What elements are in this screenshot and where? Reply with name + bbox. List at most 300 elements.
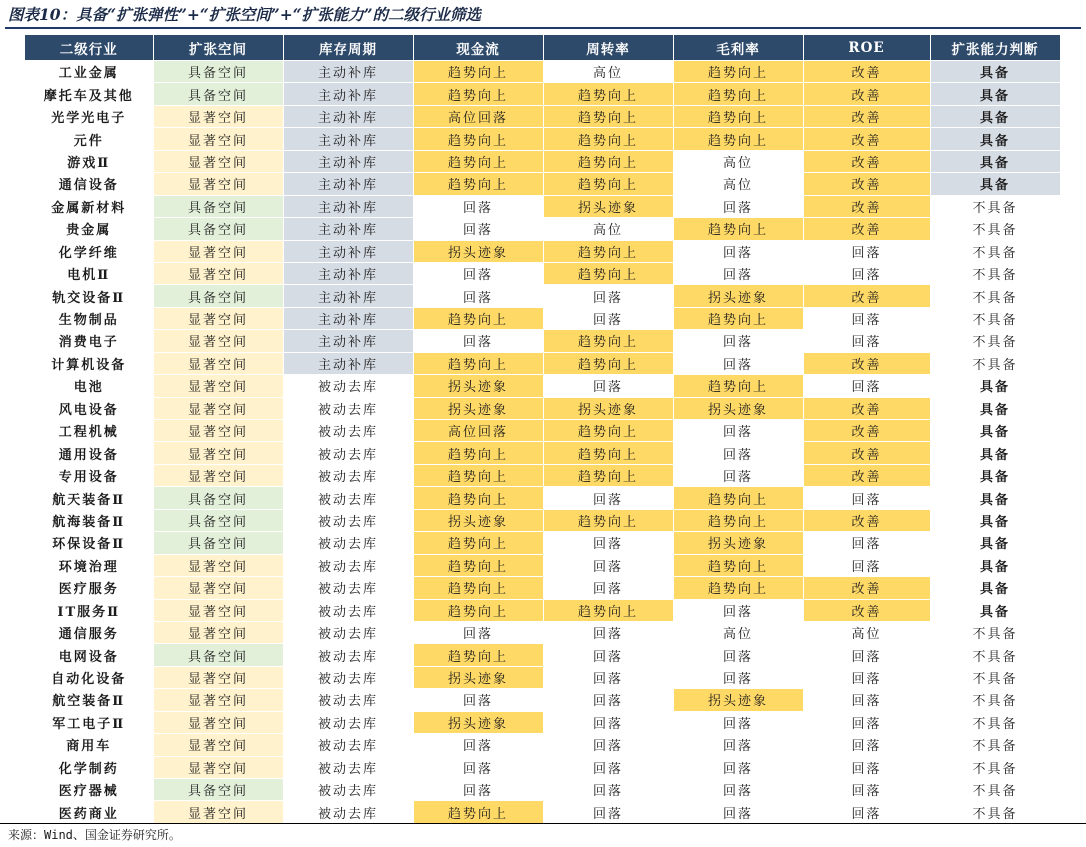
roe-cell: 改善: [803, 83, 930, 105]
roe-cell: 高位: [803, 621, 930, 643]
expansion-judgement-cell: 不具备: [930, 218, 1060, 240]
cash-flow-cell: 回落: [413, 330, 543, 352]
industry-screening-table: [25, 35, 1061, 824]
roe-cell: 回落: [803, 801, 930, 823]
expansion-space-cell: 显著空间: [153, 128, 283, 150]
table-row: [25, 83, 1060, 105]
turnover-cell: 回落: [543, 307, 673, 329]
expansion-space-cell: 显著空间: [153, 442, 283, 464]
turnover-cell: 回落: [543, 801, 673, 823]
expansion-judgement-cell: 具备: [930, 532, 1060, 554]
inventory-cycle-cell: 主动补库: [283, 352, 413, 374]
gross-margin-cell: 回落: [673, 262, 803, 284]
table-row: [25, 375, 1060, 397]
inventory-cycle-cell: 主动补库: [283, 150, 413, 172]
expansion-judgement-cell: 不具备: [930, 801, 1060, 823]
gross-margin-cell: 回落: [673, 599, 803, 621]
turnover-cell: 回落: [543, 554, 673, 576]
expansion-judgement-cell: 具备: [930, 128, 1060, 150]
table-row: [25, 105, 1060, 127]
gross-margin-cell: 高位: [673, 621, 803, 643]
title-divider: [5, 27, 1081, 29]
expansion-space-cell: 显著空间: [153, 599, 283, 621]
header-expansion-space: 扩张空间: [153, 35, 283, 61]
expansion-space-cell: 具备空间: [153, 195, 283, 217]
expansion-judgement-cell: 不具备: [930, 689, 1060, 711]
expansion-judgement-cell: 具备: [930, 420, 1060, 442]
table-row: [25, 218, 1060, 240]
table-row: [25, 61, 1060, 83]
expansion-judgement-cell: 不具备: [930, 195, 1060, 217]
roe-cell: 回落: [803, 375, 930, 397]
industry-cell: 医药商业: [25, 801, 153, 823]
expansion-judgement-cell: 不具备: [930, 330, 1060, 352]
cash-flow-cell: 回落: [413, 195, 543, 217]
gross-margin-cell: 趋势向上: [673, 105, 803, 127]
gross-margin-cell: 回落: [673, 330, 803, 352]
roe-cell: 回落: [803, 307, 930, 329]
header-expansion-judgement: 扩张能力判断: [930, 35, 1060, 61]
gross-margin-cell: 趋势向上: [673, 375, 803, 397]
expansion-judgement-cell: 具备: [930, 464, 1060, 486]
table-row: [25, 397, 1060, 419]
turnover-cell: 回落: [543, 644, 673, 666]
gross-margin-cell: 趋势向上: [673, 218, 803, 240]
roe-cell: 回落: [803, 240, 930, 262]
turnover-cell: 趋势向上: [543, 128, 673, 150]
turnover-cell: 回落: [543, 285, 673, 307]
industry-cell: 航天装备Ⅱ: [25, 487, 153, 509]
industry-cell: 贵金属: [25, 218, 153, 240]
gross-margin-cell: 高位: [673, 150, 803, 172]
source-note: 来源：Wind、国金证券研究所。: [8, 828, 181, 842]
expansion-space-cell: 显著空间: [153, 375, 283, 397]
expansion-judgement-cell: 具备: [930, 173, 1060, 195]
expansion-space-cell: 具备空间: [153, 532, 283, 554]
expansion-space-cell: 具备空间: [153, 218, 283, 240]
turnover-cell: 趋势向上: [543, 105, 673, 127]
roe-cell: 回落: [803, 756, 930, 778]
expansion-space-cell: 显著空间: [153, 150, 283, 172]
expansion-space-cell: 显著空间: [153, 105, 283, 127]
cash-flow-cell: 趋势向上: [413, 644, 543, 666]
expansion-space-cell: 显著空间: [153, 689, 283, 711]
turnover-cell: 回落: [543, 734, 673, 756]
inventory-cycle-cell: 被动去库: [283, 554, 413, 576]
expansion-judgement-cell: 不具备: [930, 262, 1060, 284]
table-row: [25, 599, 1060, 621]
table-row: [25, 285, 1060, 307]
inventory-cycle-cell: 被动去库: [283, 711, 413, 733]
industry-cell: 化学纤维: [25, 240, 153, 262]
turnover-cell: 拐头迹象: [543, 195, 673, 217]
gross-margin-cell: 回落: [673, 666, 803, 688]
industry-cell: 航空装备Ⅱ: [25, 689, 153, 711]
roe-cell: 改善: [803, 442, 930, 464]
roe-cell: 改善: [803, 577, 930, 599]
table-row: [25, 442, 1060, 464]
inventory-cycle-cell: 被动去库: [283, 666, 413, 688]
industry-cell: IT服务Ⅱ: [25, 599, 153, 621]
expansion-space-cell: 具备空间: [153, 779, 283, 801]
roe-cell: 回落: [803, 262, 930, 284]
cash-flow-cell: 趋势向上: [413, 307, 543, 329]
cash-flow-cell: 拐头迹象: [413, 375, 543, 397]
expansion-space-cell: 显著空间: [153, 666, 283, 688]
roe-cell: 回落: [803, 330, 930, 352]
table-row: [25, 262, 1060, 284]
cash-flow-cell: 趋势向上: [413, 61, 543, 83]
inventory-cycle-cell: 被动去库: [283, 509, 413, 531]
cash-flow-cell: 趋势向上: [413, 150, 543, 172]
cash-flow-cell: 回落: [413, 756, 543, 778]
roe-cell: 改善: [803, 509, 930, 531]
expansion-judgement-cell: 具备: [930, 83, 1060, 105]
inventory-cycle-cell: 被动去库: [283, 734, 413, 756]
cash-flow-cell: 回落: [413, 621, 543, 643]
turnover-cell: 趋势向上: [543, 262, 673, 284]
table-row: [25, 173, 1060, 195]
gross-margin-cell: 回落: [673, 644, 803, 666]
turnover-cell: 拐头迹象: [543, 397, 673, 419]
cash-flow-cell: 趋势向上: [413, 532, 543, 554]
roe-cell: 改善: [803, 195, 930, 217]
cash-flow-cell: 回落: [413, 779, 543, 801]
expansion-space-cell: 显著空间: [153, 464, 283, 486]
industry-cell: 消费电子: [25, 330, 153, 352]
inventory-cycle-cell: 被动去库: [283, 532, 413, 554]
industry-cell: 航海装备Ⅱ: [25, 509, 153, 531]
expansion-space-cell: 具备空间: [153, 285, 283, 307]
table-row: [25, 420, 1060, 442]
turnover-cell: 趋势向上: [543, 330, 673, 352]
turnover-cell: 回落: [543, 689, 673, 711]
industry-cell: 医疗器械: [25, 779, 153, 801]
expansion-judgement-cell: 不具备: [930, 734, 1060, 756]
roe-cell: 回落: [803, 554, 930, 576]
turnover-cell: 高位: [543, 61, 673, 83]
inventory-cycle-cell: 主动补库: [283, 262, 413, 284]
inventory-cycle-cell: 被动去库: [283, 644, 413, 666]
table-row: [25, 240, 1060, 262]
turnover-cell: 回落: [543, 532, 673, 554]
expansion-judgement-cell: 不具备: [930, 240, 1060, 262]
inventory-cycle-cell: 被动去库: [283, 442, 413, 464]
table-row: [25, 128, 1060, 150]
header-turnover: 周转率: [543, 35, 673, 61]
figure-title: 图表10：具备“扩张弹性”+“扩张空间”+“扩张能力”的二级行业筛选: [8, 5, 482, 24]
roe-cell: 回落: [803, 711, 930, 733]
gross-margin-cell: 趋势向上: [673, 61, 803, 83]
roe-cell: 改善: [803, 420, 930, 442]
inventory-cycle-cell: 被动去库: [283, 375, 413, 397]
turnover-cell: 回落: [543, 711, 673, 733]
expansion-space-cell: 显著空间: [153, 307, 283, 329]
industry-cell: 专用设备: [25, 464, 153, 486]
inventory-cycle-cell: 主动补库: [283, 61, 413, 83]
roe-cell: 改善: [803, 464, 930, 486]
roe-cell: 改善: [803, 128, 930, 150]
industry-cell: 通信设备: [25, 173, 153, 195]
industry-cell: 光学光电子: [25, 105, 153, 127]
turnover-cell: 趋势向上: [543, 352, 673, 374]
expansion-judgement-cell: 不具备: [930, 711, 1060, 733]
turnover-cell: 回落: [543, 621, 673, 643]
expansion-judgement-cell: 具备: [930, 554, 1060, 576]
expansion-judgement-cell: 不具备: [930, 644, 1060, 666]
cash-flow-cell: 拐头迹象: [413, 240, 543, 262]
cash-flow-cell: 拐头迹象: [413, 711, 543, 733]
expansion-judgement-cell: 具备: [930, 150, 1060, 172]
expansion-judgement-cell: 具备: [930, 375, 1060, 397]
expansion-judgement-cell: 不具备: [930, 756, 1060, 778]
roe-cell: 改善: [803, 352, 930, 374]
gross-margin-cell: 趋势向上: [673, 554, 803, 576]
cash-flow-cell: 趋势向上: [413, 464, 543, 486]
roe-cell: 改善: [803, 397, 930, 419]
roe-cell: 回落: [803, 644, 930, 666]
header-roe: ROE: [803, 35, 930, 61]
cash-flow-cell: 回落: [413, 218, 543, 240]
expansion-space-cell: 显著空间: [153, 554, 283, 576]
expansion-judgement-cell: 具备: [930, 577, 1060, 599]
expansion-space-cell: 显著空间: [153, 262, 283, 284]
roe-cell: 改善: [803, 599, 930, 621]
industry-cell: 游戏Ⅱ: [25, 150, 153, 172]
cash-flow-cell: 趋势向上: [413, 801, 543, 823]
table-row: [25, 689, 1060, 711]
table-row: [25, 621, 1060, 643]
cash-flow-cell: 趋势向上: [413, 173, 543, 195]
expansion-judgement-cell: 具备: [930, 509, 1060, 531]
inventory-cycle-cell: 主动补库: [283, 285, 413, 307]
expansion-space-cell: 显著空间: [153, 756, 283, 778]
expansion-space-cell: 显著空间: [153, 711, 283, 733]
industry-cell: 风电设备: [25, 397, 153, 419]
industry-cell: 计算机设备: [25, 352, 153, 374]
inventory-cycle-cell: 主动补库: [283, 105, 413, 127]
expansion-space-cell: 显著空间: [153, 734, 283, 756]
table-row: [25, 330, 1060, 352]
cash-flow-cell: 回落: [413, 689, 543, 711]
expansion-space-cell: 显著空间: [153, 397, 283, 419]
expansion-space-cell: 显著空间: [153, 330, 283, 352]
industry-cell: 军工电子Ⅱ: [25, 711, 153, 733]
expansion-judgement-cell: 具备: [930, 105, 1060, 127]
gross-margin-cell: 趋势向上: [673, 128, 803, 150]
inventory-cycle-cell: 主动补库: [283, 218, 413, 240]
expansion-space-cell: 显著空间: [153, 240, 283, 262]
inventory-cycle-cell: 被动去库: [283, 420, 413, 442]
industry-cell: 电机Ⅱ: [25, 262, 153, 284]
gross-margin-cell: 回落: [673, 240, 803, 262]
gross-margin-cell: 拐头迹象: [673, 397, 803, 419]
table-row: [25, 577, 1060, 599]
expansion-judgement-cell: 具备: [930, 61, 1060, 83]
turnover-cell: 趋势向上: [543, 509, 673, 531]
cash-flow-cell: 趋势向上: [413, 442, 543, 464]
expansion-judgement-cell: 具备: [930, 487, 1060, 509]
turnover-cell: 趋势向上: [543, 240, 673, 262]
table-header-row: [25, 35, 1060, 61]
table-row: [25, 532, 1060, 554]
table-row: [25, 487, 1060, 509]
turnover-cell: 回落: [543, 779, 673, 801]
cash-flow-cell: 趋势向上: [413, 83, 543, 105]
header-cash-flow: 现金流: [413, 35, 543, 61]
expansion-judgement-cell: 不具备: [930, 307, 1060, 329]
expansion-space-cell: 具备空间: [153, 644, 283, 666]
header-industry: 二级行业: [25, 35, 153, 61]
industry-cell: 元件: [25, 128, 153, 150]
gross-margin-cell: 回落: [673, 756, 803, 778]
table-row: [25, 756, 1060, 778]
table-row: [25, 150, 1060, 172]
inventory-cycle-cell: 被动去库: [283, 577, 413, 599]
cash-flow-cell: 趋势向上: [413, 128, 543, 150]
gross-margin-cell: 拐头迹象: [673, 689, 803, 711]
cash-flow-cell: 高位回落: [413, 105, 543, 127]
table-row: [25, 352, 1060, 374]
cash-flow-cell: 高位回落: [413, 420, 543, 442]
industry-cell: 商用车: [25, 734, 153, 756]
inventory-cycle-cell: 主动补库: [283, 83, 413, 105]
industry-cell: 通信服务: [25, 621, 153, 643]
industry-cell: 工程机械: [25, 420, 153, 442]
expansion-judgement-cell: 不具备: [930, 285, 1060, 307]
roe-cell: 改善: [803, 285, 930, 307]
expansion-judgement-cell: 具备: [930, 397, 1060, 419]
gross-margin-cell: 拐头迹象: [673, 532, 803, 554]
expansion-judgement-cell: 不具备: [930, 779, 1060, 801]
inventory-cycle-cell: 主动补库: [283, 173, 413, 195]
cash-flow-cell: 回落: [413, 285, 543, 307]
roe-cell: 改善: [803, 150, 930, 172]
inventory-cycle-cell: 被动去库: [283, 801, 413, 823]
industry-cell: 摩托车及其他: [25, 83, 153, 105]
cash-flow-cell: 趋势向上: [413, 352, 543, 374]
gross-margin-cell: 高位: [673, 173, 803, 195]
industry-cell: 化学制药: [25, 756, 153, 778]
expansion-space-cell: 具备空间: [153, 61, 283, 83]
gross-margin-cell: 回落: [673, 195, 803, 217]
turnover-cell: 趋势向上: [543, 442, 673, 464]
expansion-space-cell: 显著空间: [153, 801, 283, 823]
expansion-space-cell: 具备空间: [153, 487, 283, 509]
table-row: [25, 711, 1060, 733]
inventory-cycle-cell: 主动补库: [283, 240, 413, 262]
industry-cell: 工业金属: [25, 61, 153, 83]
cash-flow-cell: 趋势向上: [413, 577, 543, 599]
table-row: [25, 307, 1060, 329]
expansion-space-cell: 具备空间: [153, 509, 283, 531]
gross-margin-cell: 回落: [673, 352, 803, 374]
gross-margin-cell: 趋势向上: [673, 509, 803, 531]
expansion-space-cell: 显著空间: [153, 621, 283, 643]
expansion-judgement-cell: 不具备: [930, 352, 1060, 374]
cash-flow-cell: 趋势向上: [413, 554, 543, 576]
table-row: [25, 801, 1060, 823]
inventory-cycle-cell: 被动去库: [283, 689, 413, 711]
gross-margin-cell: 趋势向上: [673, 307, 803, 329]
table-row: [25, 509, 1060, 531]
header-inventory-cycle: 库存周期: [283, 35, 413, 61]
source-divider: [0, 823, 1086, 824]
inventory-cycle-cell: 被动去库: [283, 621, 413, 643]
gross-margin-cell: 回落: [673, 420, 803, 442]
turnover-cell: 回落: [543, 756, 673, 778]
inventory-cycle-cell: 被动去库: [283, 779, 413, 801]
roe-cell: 回落: [803, 487, 930, 509]
cash-flow-cell: 拐头迹象: [413, 509, 543, 531]
inventory-cycle-cell: 被动去库: [283, 397, 413, 419]
table-row: [25, 779, 1060, 801]
expansion-judgement-cell: 不具备: [930, 621, 1060, 643]
roe-cell: 回落: [803, 779, 930, 801]
inventory-cycle-cell: 被动去库: [283, 464, 413, 486]
gross-margin-cell: 趋势向上: [673, 577, 803, 599]
gross-margin-cell: 回落: [673, 711, 803, 733]
turnover-cell: 回落: [543, 375, 673, 397]
gross-margin-cell: 趋势向上: [673, 487, 803, 509]
industry-cell: 电池: [25, 375, 153, 397]
industry-cell: 医疗服务: [25, 577, 153, 599]
turnover-cell: 趋势向上: [543, 150, 673, 172]
industry-cell: 环保设备Ⅱ: [25, 532, 153, 554]
turnover-cell: 回落: [543, 487, 673, 509]
industry-cell: 环境治理: [25, 554, 153, 576]
roe-cell: 改善: [803, 105, 930, 127]
gross-margin-cell: 趋势向上: [673, 83, 803, 105]
cash-flow-cell: 回落: [413, 262, 543, 284]
inventory-cycle-cell: 主动补库: [283, 307, 413, 329]
roe-cell: 改善: [803, 173, 930, 195]
turnover-cell: 趋势向上: [543, 599, 673, 621]
industry-cell: 金属新材料: [25, 195, 153, 217]
industry-cell: 轨交设备Ⅱ: [25, 285, 153, 307]
industry-cell: 通用设备: [25, 442, 153, 464]
table-row: [25, 195, 1060, 217]
header-gross-margin: 毛利率: [673, 35, 803, 61]
table-row: [25, 554, 1060, 576]
industry-cell: 生物制品: [25, 307, 153, 329]
table-row: [25, 734, 1060, 756]
roe-cell: 改善: [803, 218, 930, 240]
table-row: [25, 464, 1060, 486]
inventory-cycle-cell: 被动去库: [283, 756, 413, 778]
turnover-cell: 回落: [543, 666, 673, 688]
expansion-space-cell: 显著空间: [153, 420, 283, 442]
gross-margin-cell: 回落: [673, 442, 803, 464]
expansion-judgement-cell: 不具备: [930, 666, 1060, 688]
roe-cell: 回落: [803, 689, 930, 711]
roe-cell: 回落: [803, 532, 930, 554]
turnover-cell: 高位: [543, 218, 673, 240]
inventory-cycle-cell: 主动补库: [283, 195, 413, 217]
gross-margin-cell: 回落: [673, 779, 803, 801]
roe-cell: 回落: [803, 666, 930, 688]
turnover-cell: 趋势向上: [543, 83, 673, 105]
inventory-cycle-cell: 被动去库: [283, 599, 413, 621]
expansion-space-cell: 显著空间: [153, 352, 283, 374]
cash-flow-cell: 回落: [413, 734, 543, 756]
gross-margin-cell: 拐头迹象: [673, 285, 803, 307]
industry-cell: 自动化设备: [25, 666, 153, 688]
roe-cell: 改善: [803, 61, 930, 83]
gross-margin-cell: 回落: [673, 801, 803, 823]
roe-cell: 回落: [803, 734, 930, 756]
expansion-judgement-cell: 具备: [930, 442, 1060, 464]
